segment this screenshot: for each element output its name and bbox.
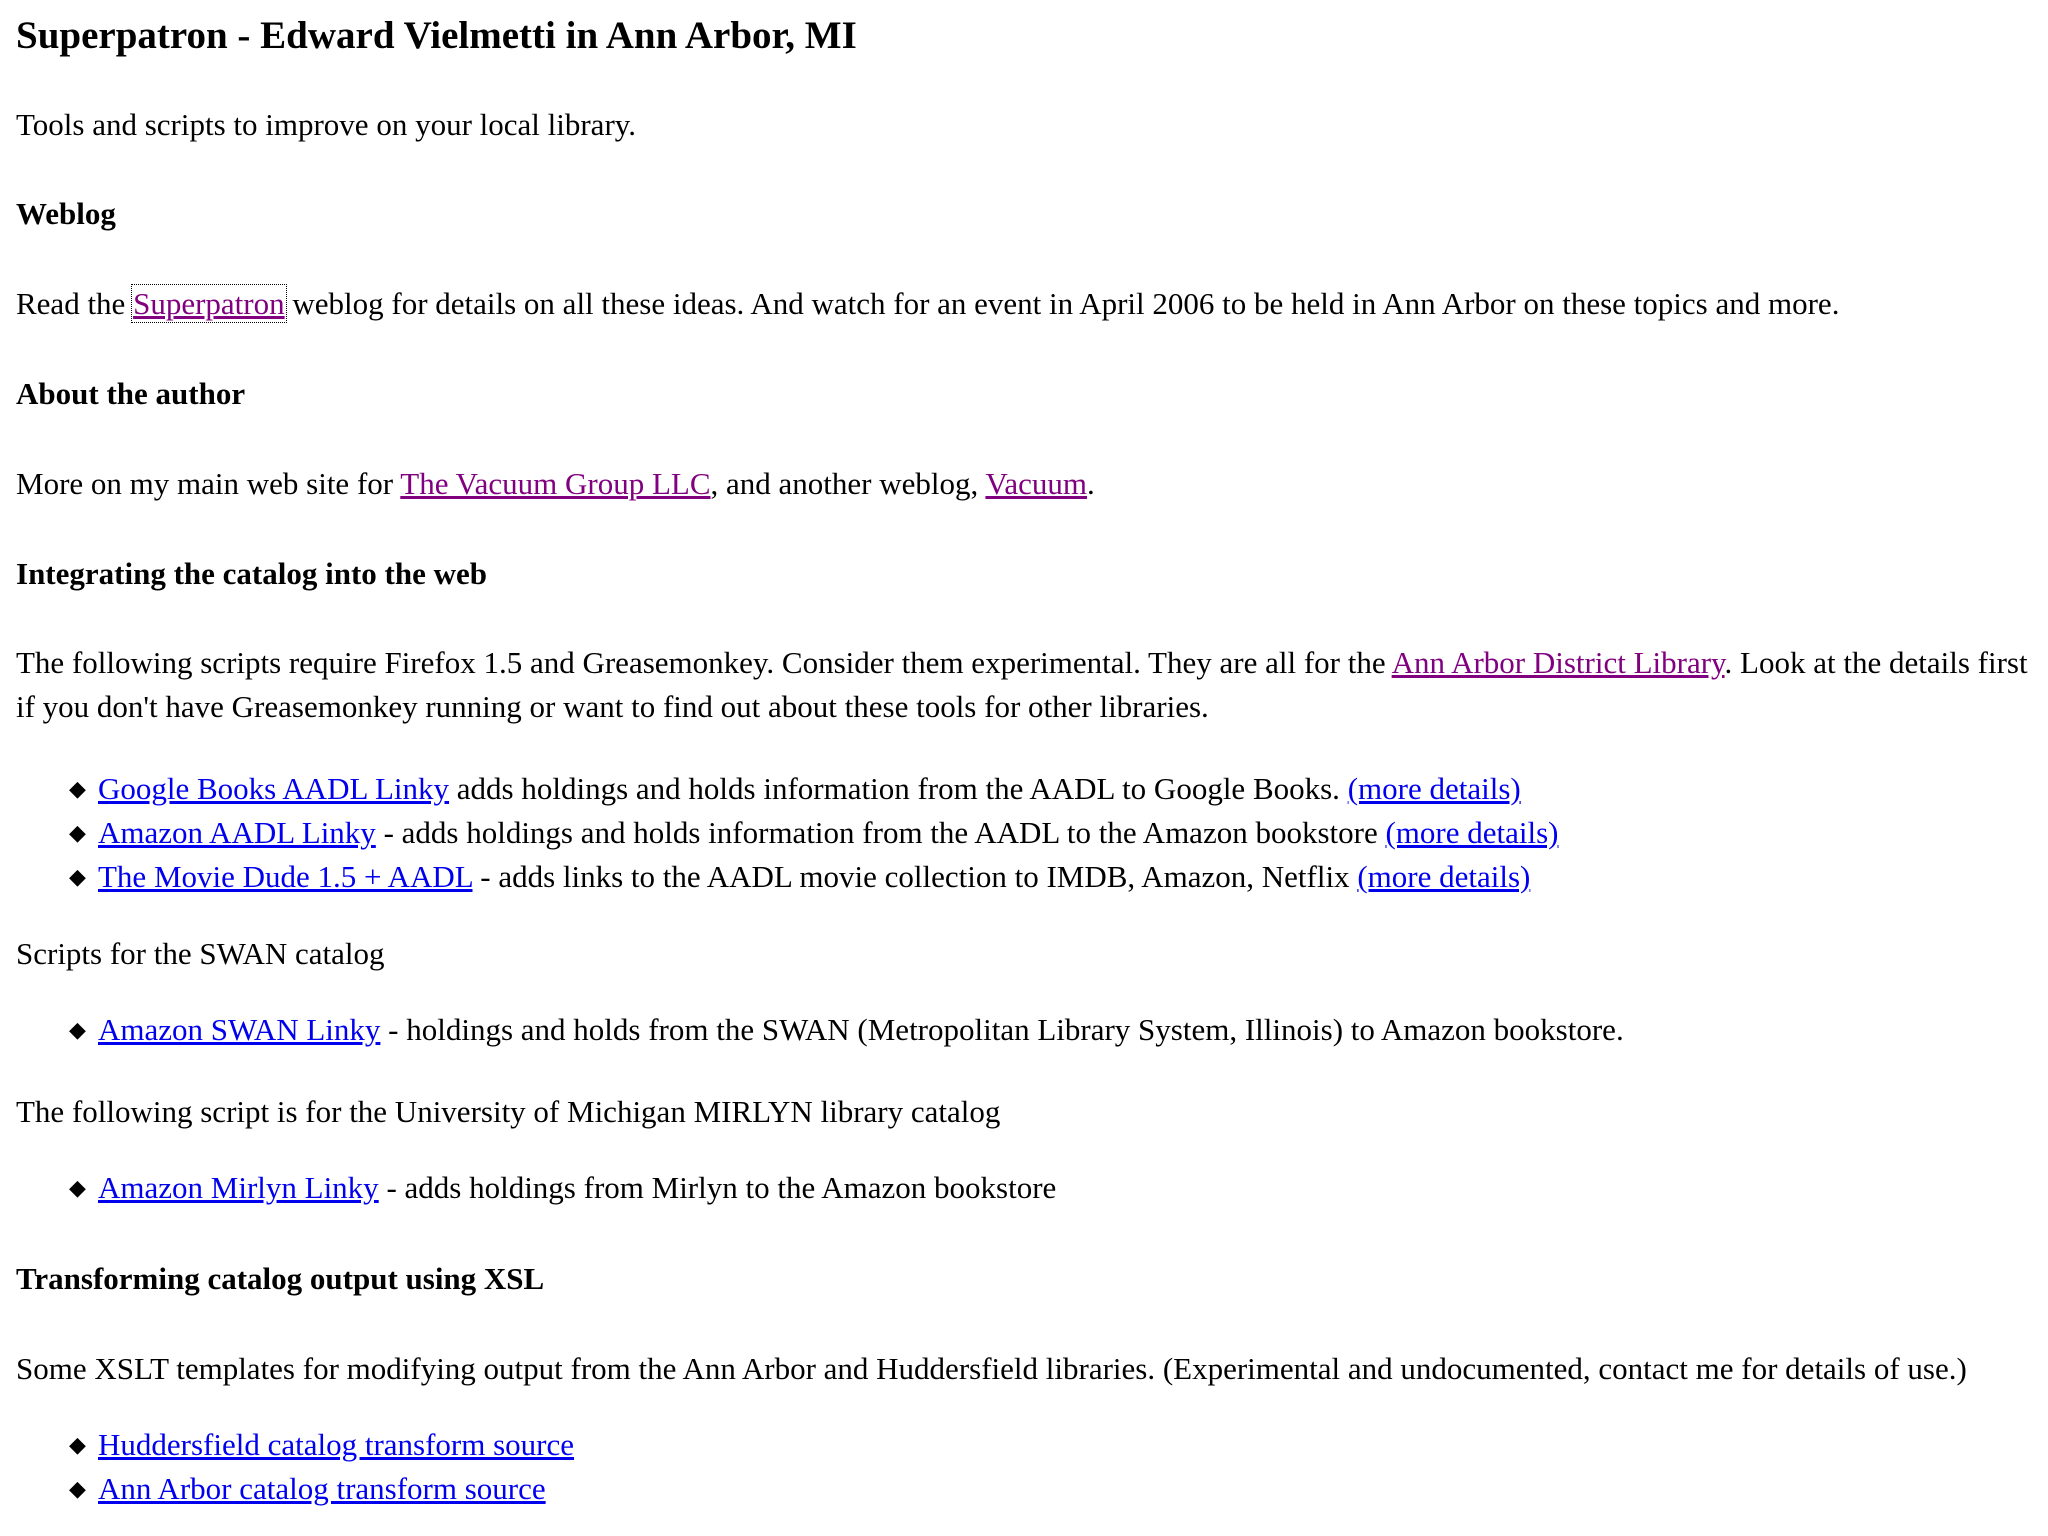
list-item [16, 855, 1558, 899]
bullet-icon: ◆ [69, 820, 86, 845]
integrating-paragraph [16, 641, 2036, 729]
movie-dude-link[interactable]: The Movie Dude 1.5 + AADL [98, 859, 473, 894]
bullet-icon: ◆ [69, 1476, 86, 1501]
more-details-link[interactable]: (more details) [1347, 771, 1521, 806]
weblog-pre-text: Read the [16, 286, 134, 321]
tagline: Tools and scripts to improve on your local library. [16, 107, 636, 142]
author-mid-text: , and another weblog, [710, 466, 986, 501]
list-item [16, 1008, 1624, 1052]
more-details-link[interactable]: (more details) [1385, 815, 1559, 850]
integrating-heading: Integrating the catalog into the web [16, 556, 487, 591]
list-item [16, 767, 1558, 811]
weblog-heading: Weblog [16, 196, 116, 231]
swan-intro: Scripts for the SWAN catalog [16, 936, 385, 971]
superpatron-link[interactable]: Superpatron [133, 286, 285, 321]
ann-arbor-transform-link[interactable]: Ann Arbor catalog transform source [98, 1471, 546, 1506]
bullet-icon: ◆ [69, 1017, 86, 1042]
xsl-heading: Transforming catalog output using XSL [16, 1261, 545, 1296]
page-title: Superpatron - Edward Vielmetti in Ann Arbor, MI [16, 14, 857, 57]
author-pre-text: More on my main web site for [16, 466, 401, 501]
aadl-scripts-list [16, 767, 1558, 899]
list-item [16, 1467, 574, 1511]
swan-scripts-list [16, 1008, 1624, 1052]
list-item-text: - adds holdings from Mirlyn to the Amazon bookstore [378, 1170, 1057, 1205]
weblog-paragraph [16, 285, 1839, 323]
list-item [16, 1423, 574, 1467]
more-details-link[interactable]: (more details) [1357, 859, 1531, 894]
amazon-aadl-linky-link[interactable]: Amazon AADL Linky [98, 815, 376, 850]
bullet-icon: ◆ [69, 864, 86, 889]
mirlyn-scripts-list [16, 1166, 1056, 1210]
list-item-text: - adds links to the AADL movie collection to IMDB, Amazon, Netflix [472, 859, 1358, 894]
author-post-text: . [1087, 466, 1095, 501]
author-paragraph [16, 465, 1095, 503]
list-item-text: - adds holdings and holds information from the AADL to the Amazon bookstore [375, 815, 1386, 850]
amazon-swan-linky-link[interactable]: Amazon SWAN Linky [98, 1012, 381, 1047]
amazon-mirlyn-linky-link[interactable]: Amazon Mirlyn Linky [98, 1170, 379, 1205]
aadl-link[interactable]: Ann Arbor District Library [1391, 645, 1725, 680]
integrating-pre-text: The following scripts require Firefox 1.5 and Greasemonkey. Consider them experimental. They are all for the [16, 645, 1392, 680]
google-books-aadl-linky-link[interactable]: Google Books AADL Linky [98, 771, 450, 806]
weblog-post-text: weblog for details on all these ideas. And watch for an event in April 2006 to be held in Ann Arbor on these topics and more. [284, 286, 1840, 321]
list-item-text: - holdings and holds from the SWAN (Metropolitan Library System, Illinois) to Amazon bookstore. [380, 1012, 1624, 1047]
list-item [16, 1166, 1056, 1210]
integrating-post-text: . Look at the details first if you don't have Greasemonkey running or want to find out about these tools for other libraries. [16, 645, 2028, 724]
list-item [16, 811, 1558, 855]
huddersfield-transform-link[interactable]: Huddersfield catalog transform source [98, 1427, 575, 1462]
mirlyn-intro: The following script is for the University of Michigan MIRLYN library catalog [16, 1094, 1001, 1129]
vacuum-group-link[interactable]: The Vacuum Group LLC [400, 466, 711, 501]
bullet-icon: ◆ [69, 1175, 86, 1200]
bullet-icon: ◆ [69, 1432, 86, 1457]
author-heading: About the author [16, 376, 246, 411]
list-item-text: adds holdings and holds information from the AADL to Google Books. [449, 771, 1348, 806]
xsl-templates-list [16, 1423, 574, 1511]
xsl-paragraph: Some XSLT templates for modifying output from the Ann Arbor and Huddersfield libraries. (Experimental and undocumented, contact me for details of use.) [16, 1351, 1967, 1386]
vacuum-weblog-link[interactable]: Vacuum [985, 466, 1088, 501]
bullet-icon: ◆ [69, 776, 86, 801]
